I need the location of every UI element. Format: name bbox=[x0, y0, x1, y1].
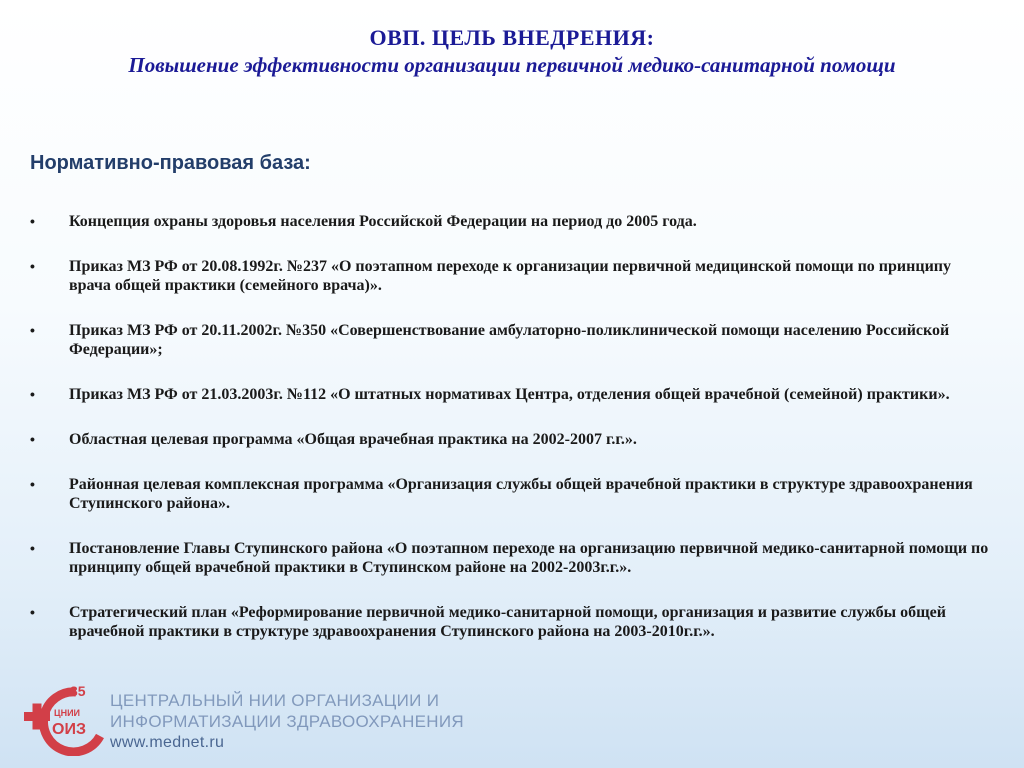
bullet-item bbox=[30, 539, 990, 577]
watermark-url: www.mednet.ru bbox=[110, 734, 225, 751]
bullet-marker: • bbox=[30, 604, 35, 620]
bullet-marker: • bbox=[30, 258, 35, 274]
logo-text-line2: ОИЗ bbox=[52, 721, 86, 738]
bullet-text: Концепция охраны здоровья населения Российской Федерации на период до 2005 года. bbox=[69, 213, 697, 230]
bullet-text: Приказ МЗ РФ от 21.03.2003г. №112 «О штатных нормативах Центра, отделения общей врачебной (семейной) практики». bbox=[69, 386, 950, 403]
organization-logo bbox=[18, 686, 118, 756]
bullet-marker: • bbox=[30, 386, 35, 402]
watermark-line-2: ИНФОРМАТИЗАЦИИ ЗДРАВООХРАНЕНИЯ bbox=[110, 712, 464, 731]
bullet-marker: • bbox=[30, 322, 35, 338]
bullet-text: Стратегический план «Реформирование первичной медико-санитарной помощи, организация и развитие службы общей врачебной практики в структуре здравоохранения Ступинского района на 2003-2010г.г.». bbox=[69, 604, 946, 640]
cross-logo-icon bbox=[18, 686, 118, 756]
bullet-text: Постановление Главы Ступинского района «О поэтапном переходе на организацию первичной медико-санитарной помощи по принципу общей врачебной практики в Ступинском районе на 2002-2003г.г.». bbox=[69, 540, 989, 576]
bullet-text: Приказ МЗ РФ от 20.11.2002г. №350 «Совершенствование амбулаторно-поликлинической помощи населению Российской Федерации»; bbox=[69, 322, 950, 358]
bullet-item bbox=[30, 603, 990, 641]
bullet-item bbox=[30, 475, 990, 513]
bullet-list bbox=[30, 212, 990, 641]
logo-text-line1: ЦНИИ bbox=[54, 708, 81, 718]
bullet-marker: • bbox=[30, 431, 35, 447]
bullet-marker: • bbox=[30, 213, 35, 229]
bullet-item bbox=[30, 212, 990, 231]
bullet-text: Приказ МЗ РФ от 20.08.1992г. №237 «О поэтапном переходе к организации первичной медицинской помощи по принципу врача общей практики (семейного врача)». bbox=[69, 258, 952, 294]
bullet-text: Районная целевая комплексная программа «Организация службы общей врачебной практики в структуре здравоохранения Ступинского района». bbox=[69, 476, 973, 512]
svg-text:35: 35 bbox=[70, 686, 86, 699]
bullet-item bbox=[30, 321, 990, 359]
slide-title bbox=[0, 24, 1024, 79]
bullet-item bbox=[30, 385, 990, 404]
bullet-item bbox=[30, 257, 990, 295]
title-line-1: ОВП. ЦЕЛЬ ВНЕДРЕНИЯ: bbox=[369, 25, 655, 50]
bullet-marker: • bbox=[30, 540, 35, 556]
watermark bbox=[110, 690, 464, 753]
bullet-text: Областная целевая программа «Общая врачебная практика на 2002-2007 г.г.». bbox=[69, 431, 637, 448]
bullet-item bbox=[30, 430, 990, 449]
title-line-2: Повышение эффективности организации первичной медико-санитарной помощи bbox=[128, 53, 896, 77]
section-heading: Нормативно-правовая база: bbox=[30, 152, 311, 174]
watermark-line-1: ЦЕНТРАЛЬНЫЙ НИИ ОРГАНИЗАЦИИ И bbox=[110, 691, 440, 710]
bullet-marker: • bbox=[30, 476, 35, 492]
